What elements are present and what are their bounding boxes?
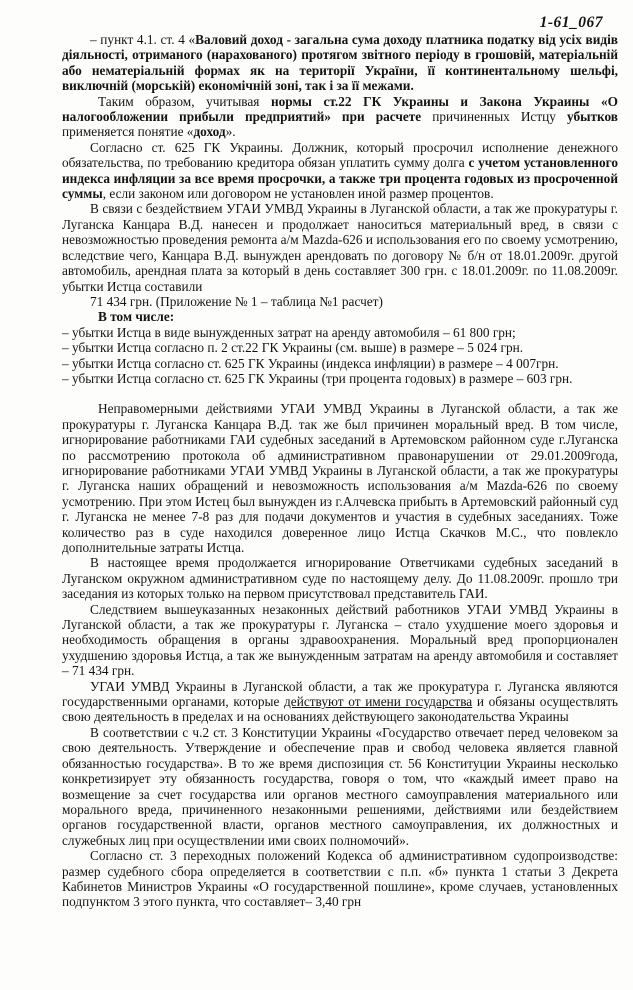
paragraph-article-625: [62, 140, 618, 202]
total-losses-line: 71 434 грн. (Приложение № 1 – таблица №1 расчет): [90, 293, 383, 309]
text-fragment: , если законом или договором не установлен иной размер процентов.: [102, 186, 494, 202]
text-fragment: Таким образом, учитывая: [98, 93, 271, 109]
paragraph-health-deterioration: Следствием вышеуказанных незаконных действий работников УГАИ УМВД Украины в Луганской области, а так же прокуратуры г. Луганска – стало ухудшение моего здоровья и необходимость обращения в органы здравоохранения. Моральный вред пропорционален ухудшению здоровья Истца, а так же вынужденным затратам на аренду автомобиля и составляет – 71 434 грн.: [62, 601, 618, 679]
list-item: – убытки Истца согласно п. 2 ст.22 ГК Украины (см. выше) в размере – 5 024 грн.: [62, 340, 524, 356]
text-fragment: Согласно ст. 625 ГК Украины. Должник, который просрочил исполнение денежного обязательства, по требованию кредитора обязан уплатить сумму долга: [62, 139, 618, 171]
underlined-fragment: действуют от имени государства: [284, 694, 473, 710]
text-fragment: применяется понятие «: [62, 124, 194, 140]
text-fragment: ».: [225, 124, 236, 140]
paragraph-gross-income-definition: [62, 32, 618, 94]
document-body: [62, 32, 618, 910]
bold-fragment: с учетом установленного индекса инфляции за все время просрочки, а также три процента годовых из просроченной суммы: [62, 155, 618, 202]
list-item: – убытки Истца согласно ст. 625 ГК Украины (индекса инфляции) в размере – 4 007грн.: [62, 355, 559, 371]
page-identifier: 1-61_067: [539, 14, 603, 31]
paragraph-state-bodies: [62, 679, 618, 725]
text-fragment: причиненных Истцу: [421, 109, 567, 125]
clause-bold-text: Валовий доход - загальна сума доходу платника податку від усіх видів діяльності, отриманого (нарахованого) протягом звітного періоду в грошовій, матеріальній або нематеріальній формах як на території України, її континентальному шельфі, виключній (морській) економічній зоні, так і за її межами.: [62, 32, 618, 94]
clause-prefix: – пункт 4.1. ст. 4 «: [90, 32, 196, 47]
text-fragment: УГАИ УМВД Украины в Луганской области, а так же прокуратура г. Луганска являются государственными органами, которые: [62, 678, 618, 710]
paragraph-court-fee: Согласно ст. 3 переходных положений Кодекса об административном судопроизводстве: размер судебного сбора определяется в соответствии с п.п. «б» пункта 1 статьи 3 Декрета Кабинетов Министров Украины «О государственной пошлине», кроме случаев, установленных подпунктом 3 этого пункта, что составляет– 3,40 грн: [62, 848, 618, 910]
paragraph-income-concept: [62, 94, 618, 140]
including-label: [62, 309, 618, 324]
bold-fragment: нормы ст.22 ГК Украины и Закона Украины «О налогообложении прибыли предприятий» при расчете: [62, 93, 618, 125]
bold-fragment: В том числе:: [98, 309, 175, 325]
paragraph-moral-damage: Неправомерными действиями УГАИ УМВД Украины в Луганской области, а так же прокуратуры г. Луганска Канцара В.Д. так же был причинен моральный вред. В том числе, игнорирование работниками ГАИ судебных заседаний в Артемовском районном суде г.Луганска по рассмотрению протокола об административном правонарушении от 29.01.2009года, игнорирование работниками УГАИ УМВД Украины в Луганской области, а так же прокуратуры г. Луганска наших обращений и невозможность использования а/м Mazda-626 по своему усмотрению. При этом Истец был вынужден из г.Алчевска прибыть в Артемовский районный суд г. Луганска не менее 7-8 раз для подачи документов и участия в судебных заседаниях. Тоже количество раз в суде находился доверенное лицо Истца Скачков М.С., что повлекло дополнительные затраты Истца.: [62, 401, 618, 555]
paragraph-material-damage: В связи с бездействием УГАИ УМВД Украины в Луганской области, а так же прокуратуры г. Луганска Канцара В.Д. нанесен и продолжает наноситься материальный вред, в связи с невозможностью проведения ремонта а/м Mazda-626 и использования его по своему усмотрению, вследствие чего, Канцара В.Д. вынужден арендовать по договору № б/н от 18.01.2009г. другой автомобиль, арендная плата за который в день составляет 300 грн. с 18.01.2009г. по 11.08.2009г. убытки Истца составили: [62, 201, 618, 294]
list-item: – убытки Истца в виде вынужденных затрат на аренду автомобиля – 61 800 грн;: [62, 324, 516, 340]
bold-fragment: убытков: [566, 109, 618, 125]
paragraph-ignoring-hearings: В настоящее время продолжается игнорирование Ответчиками судебных заседаний в Луганском окружном административном суде по настоящему делу. До 11.08.2009г. прошло три заседания из которых только на первом присутствовал представитель ГАИ.: [62, 555, 618, 602]
paragraph-constitution: В соответствии с ч.2 ст. 3 Конституции Украины «Государство отвечает перед человеком за свою деятельность. Утверждение и обеспечение прав и свобод человека является главной обязанностью государства». В то же время диспозиция ст. 56 Конституции Украины несколько конкретизирует эту обязанность государства, говоря о том, что «каждый имеет право на возмещение за счет государства или органов местного самоуправления материального или морального вреда, причиненного незаконными решениями, действиями или бездействием органов государственной власти, органов местного самоуправления, их должностных и служебных лиц при осуществлении ими своих полномочий».: [62, 724, 618, 848]
bold-fragment: доход: [193, 124, 226, 140]
list-item: – убытки Истца согласно ст. 625 ГК Украины (три процента годовых) в размере – 603 грн.: [62, 370, 573, 386]
text-fragment: и обязаны осуществлять свою деятельность в пределах и на основаниях действующего законодательства Украины: [62, 694, 618, 725]
losses-list: [62, 325, 618, 387]
